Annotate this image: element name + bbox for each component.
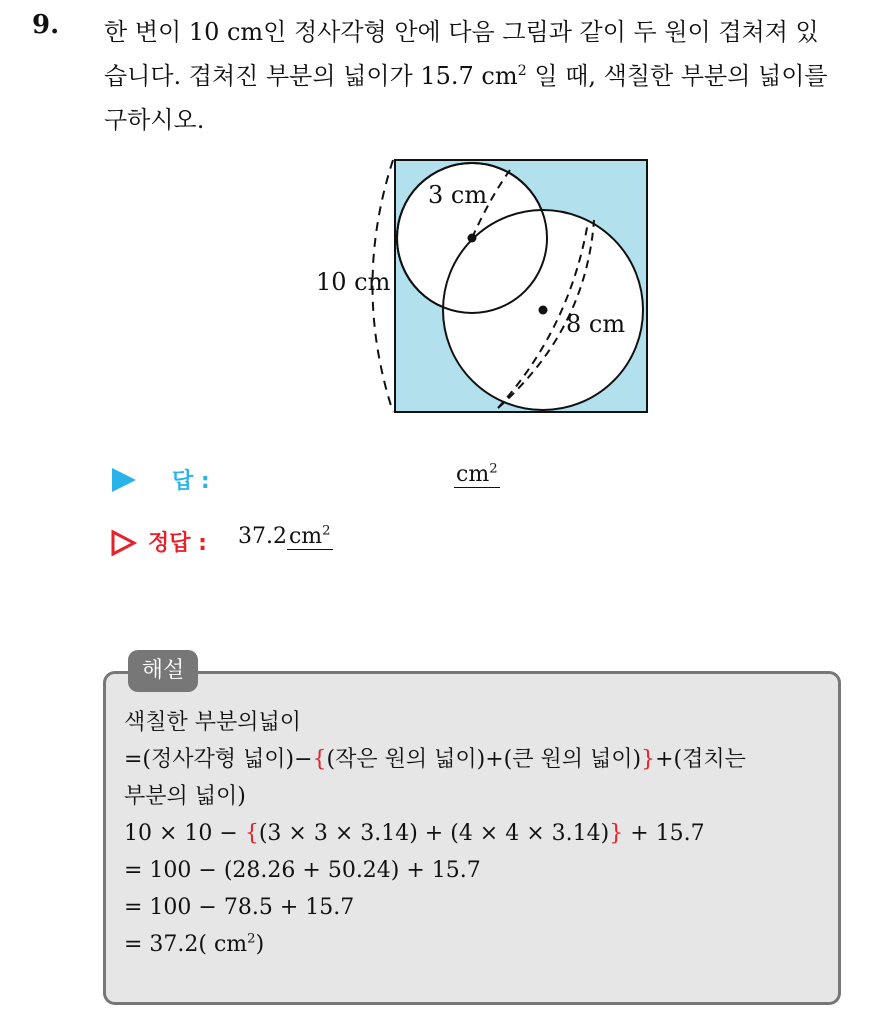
solution-line-5: = 100 − (28.26 + 50.24) + 15.7 <box>124 858 481 883</box>
solution-line-3: 부분의 넓이) <box>124 784 246 809</box>
question-line-1: 한 변이 10 cm인 정사각형 안에 다음 그림과 같이 두 원이 겹쳐져 있 <box>104 18 819 46</box>
correct-answer-label: 정답 : <box>148 531 207 556</box>
solution-tab: 해설 <box>128 650 198 692</box>
large-circle-center <box>539 306 548 315</box>
question-line-3: 구하시오. <box>104 106 205 134</box>
solution-line-6: = 100 − 78.5 + 15.7 <box>124 895 355 920</box>
figure-diagram <box>300 148 680 433</box>
answer-unit: $cm^2$ <box>456 461 498 487</box>
question-number: 9. <box>32 10 60 40</box>
answer-label: 답 : <box>172 469 210 494</box>
large-circle-label: 8 cm <box>566 310 626 338</box>
question-text <box>104 10 874 142</box>
side-label: 10 cm <box>316 268 391 296</box>
correct-answer-value: $37.2cm^2$ <box>238 523 331 549</box>
figure <box>300 148 680 433</box>
question-line-2: 습니다. 겹쳐진 부분의 넓이가 15.7 $cm^2$ 일 때, 색칠한 부분의 넓이를 <box>104 62 828 90</box>
triangle-outline-icon <box>110 529 138 557</box>
small-circle-center <box>468 234 477 243</box>
correct-answer-row <box>110 524 610 560</box>
small-circle-label: 3 cm <box>428 181 488 209</box>
solution-line-1: 색칠한 부분의넓이 <box>124 710 302 735</box>
solution-text <box>124 704 834 963</box>
solution-line-2: =(정사각형 넓이)−{(작은 원의 넓이)+(큰 원의 넓이)}+(겹치는 <box>124 747 746 772</box>
answer-row <box>110 462 610 498</box>
solution-line-7: = 37.2( $cm^2$) <box>124 931 265 957</box>
triangle-filled-icon <box>110 466 138 494</box>
solution-line-4: 10 × 10 − {(3 × 3 × 3.14) + (4 × 4 × 3.14)} + 15.7 <box>124 821 705 846</box>
